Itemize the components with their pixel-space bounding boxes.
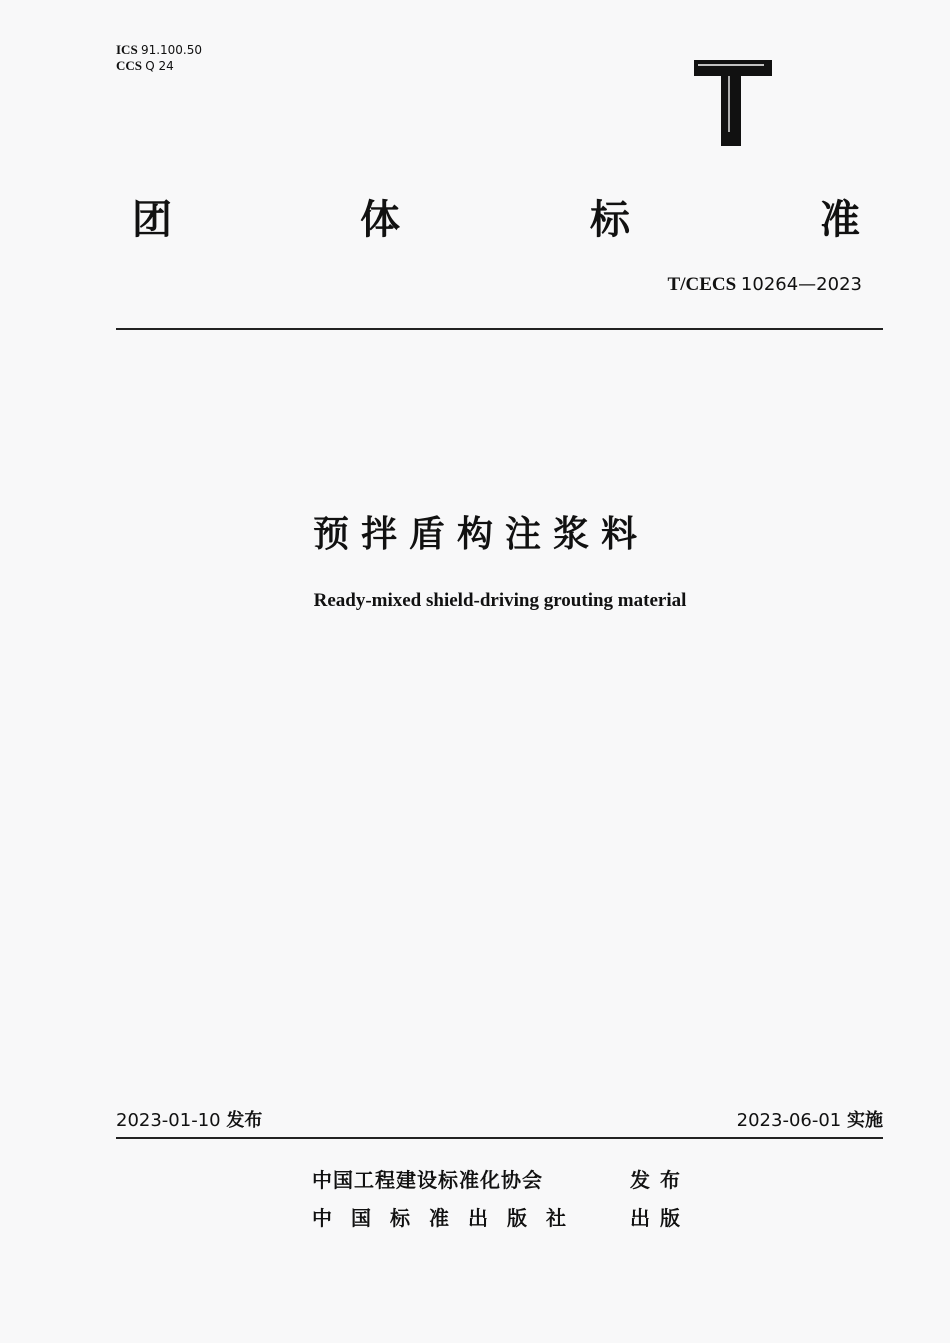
standard-number-prefix: T/CECS [667,274,737,295]
publisher-org: 中国工程建设标准化协会 [312,1168,543,1192]
issue-date-block [116,1106,262,1132]
english-title: Ready-mixed shield-driving grouting material [313,590,687,611]
implement-date-block [737,1106,883,1132]
ics-code: 91.100.50 [140,43,203,57]
publisher-role: 出版 [630,1206,690,1230]
standard-number-digits: 10264—2023 [740,274,862,295]
chinese-title: 预拌盾构注浆料 [312,514,649,555]
standard-type-char-4: 准 [820,197,860,243]
publisher-org: 中国标准出版社 [312,1206,585,1230]
standard-type-char-2: 体 [360,197,400,243]
bottom-divider [116,1137,883,1139]
implement-date: 2023-06-01 [736,1110,842,1131]
standard-type-heading [130,188,870,243]
implement-label: 实施 [847,1110,883,1131]
date-row [116,1106,883,1132]
classification-codes [116,42,202,74]
issue-date: 2023-01-10 [116,1110,221,1131]
publisher-role: 发布 [630,1168,690,1192]
ccs-code: Q 24 [145,59,174,73]
standard-type-char-3: 标 [590,197,630,243]
issue-label: 发布 [226,1110,263,1131]
ics-label: ICS [116,42,138,57]
ccs-line [116,58,202,74]
ics-line [116,42,202,58]
top-divider [116,328,883,330]
ccs-label: CCS [116,58,143,73]
standard-number [668,274,862,296]
t-standard-logo-icon [694,58,772,148]
standard-type-char-1: 团 [132,197,172,243]
